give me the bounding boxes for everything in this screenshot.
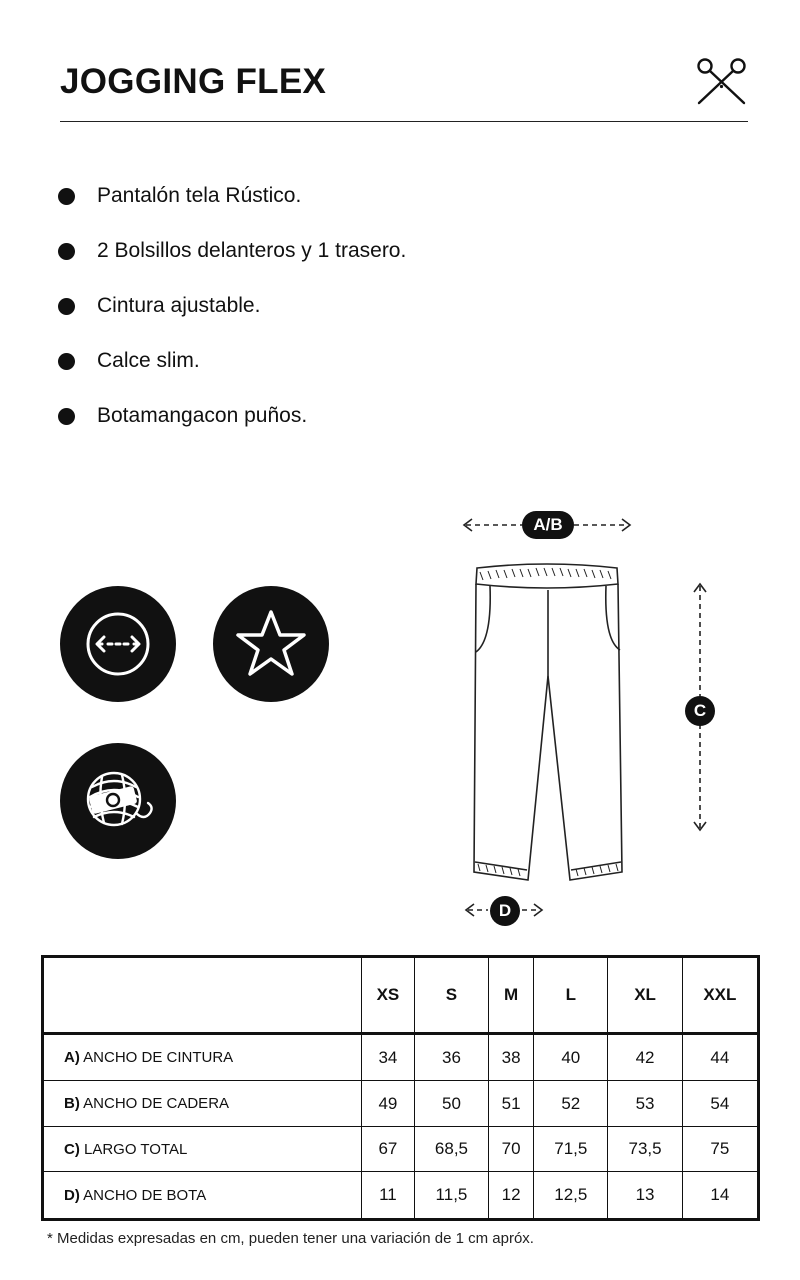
scissors-icon bbox=[694, 56, 750, 106]
table-row bbox=[43, 1034, 759, 1081]
size-header: XXL bbox=[682, 957, 758, 1034]
table-cell: 70 bbox=[489, 1126, 534, 1172]
star-badge bbox=[213, 586, 329, 702]
row-label-text: ANCHO DE BOTA bbox=[83, 1186, 207, 1204]
table-cell: 44 bbox=[682, 1034, 758, 1081]
table-cell: 68,5 bbox=[414, 1126, 488, 1172]
star-icon bbox=[235, 608, 307, 680]
stretch-badge bbox=[60, 586, 176, 702]
size-header: L bbox=[534, 957, 608, 1034]
feature-text: Pantalón tela Rústico. bbox=[97, 184, 302, 207]
table-row bbox=[43, 1172, 759, 1220]
feature-text: Cintura ajustable. bbox=[97, 294, 261, 317]
label-ab: A/B bbox=[522, 511, 574, 539]
table-row bbox=[43, 1081, 759, 1127]
bullet-icon bbox=[58, 353, 75, 370]
row-letter: D) bbox=[64, 1186, 80, 1204]
size-header: XS bbox=[362, 957, 415, 1034]
page-title: JOGGING FLEX bbox=[60, 62, 327, 101]
size-header: XL bbox=[608, 957, 682, 1034]
table-cell: 54 bbox=[682, 1081, 758, 1127]
table-cell: 36 bbox=[414, 1034, 488, 1081]
table-cell: 14 bbox=[682, 1172, 758, 1220]
table-cell: 40 bbox=[534, 1034, 608, 1081]
table-cell: 38 bbox=[489, 1034, 534, 1081]
feature-text: Botamangacon puños. bbox=[97, 404, 308, 427]
row-letter: B) bbox=[64, 1095, 80, 1113]
table-cell: 71,5 bbox=[534, 1126, 608, 1172]
bullet-icon bbox=[58, 243, 75, 260]
table-row bbox=[43, 1126, 759, 1172]
table-cell: 51 bbox=[489, 1081, 534, 1127]
feature-item bbox=[58, 290, 406, 322]
label-c: C bbox=[685, 696, 715, 726]
bullet-icon bbox=[58, 298, 75, 315]
bullet-icon bbox=[58, 188, 75, 205]
row-letter: A) bbox=[64, 1049, 80, 1067]
table-cell: 73,5 bbox=[608, 1126, 682, 1172]
feature-item bbox=[58, 345, 406, 377]
row-label bbox=[43, 1034, 362, 1081]
table-header-row bbox=[43, 957, 759, 1034]
feature-item bbox=[58, 180, 406, 212]
size-header: M bbox=[489, 957, 534, 1034]
table-cell: 42 bbox=[608, 1034, 682, 1081]
table-cell: 13 bbox=[608, 1172, 682, 1220]
table-cell: 50 bbox=[414, 1081, 488, 1127]
table-corner-cell bbox=[43, 957, 362, 1034]
table-cell: 12,5 bbox=[534, 1172, 608, 1220]
row-label-text: ANCHO DE CADERA bbox=[83, 1095, 230, 1113]
row-label bbox=[43, 1081, 362, 1127]
feature-item bbox=[58, 400, 406, 432]
size-header: S bbox=[414, 957, 488, 1034]
yarn-badge bbox=[60, 743, 176, 859]
label-d: D bbox=[490, 896, 520, 926]
feature-text: 2 Bolsillos delanteros y 1 trasero. bbox=[97, 239, 407, 262]
row-label bbox=[43, 1126, 362, 1172]
table-cell: 11,5 bbox=[414, 1172, 488, 1220]
feature-text: Calce slim. bbox=[97, 349, 200, 372]
table-cell: 49 bbox=[362, 1081, 415, 1127]
yarn-ball-icon bbox=[78, 761, 158, 841]
row-label-text: LARGO TOTAL bbox=[84, 1140, 188, 1158]
table-cell: 11 bbox=[362, 1172, 415, 1220]
table-cell: 52 bbox=[534, 1081, 608, 1127]
row-label-text: ANCHO DE CINTURA bbox=[83, 1049, 234, 1067]
table-cell: 75 bbox=[682, 1126, 758, 1172]
table-cell: 12 bbox=[489, 1172, 534, 1220]
stretch-arrows-icon bbox=[83, 609, 153, 679]
feature-item bbox=[58, 235, 406, 267]
feature-list bbox=[58, 180, 406, 455]
size-table bbox=[41, 955, 760, 1221]
row-label bbox=[43, 1172, 362, 1220]
measurement-diagram bbox=[440, 500, 740, 930]
table-cell: 53 bbox=[608, 1081, 682, 1127]
row-letter: C) bbox=[64, 1140, 80, 1158]
footnote: * Medidas expresadas en cm, pueden tener una variación de 1 cm apróx. bbox=[47, 1230, 534, 1247]
header-divider bbox=[60, 121, 748, 122]
bullet-icon bbox=[58, 408, 75, 425]
table-cell: 34 bbox=[362, 1034, 415, 1081]
table-cell: 67 bbox=[362, 1126, 415, 1172]
